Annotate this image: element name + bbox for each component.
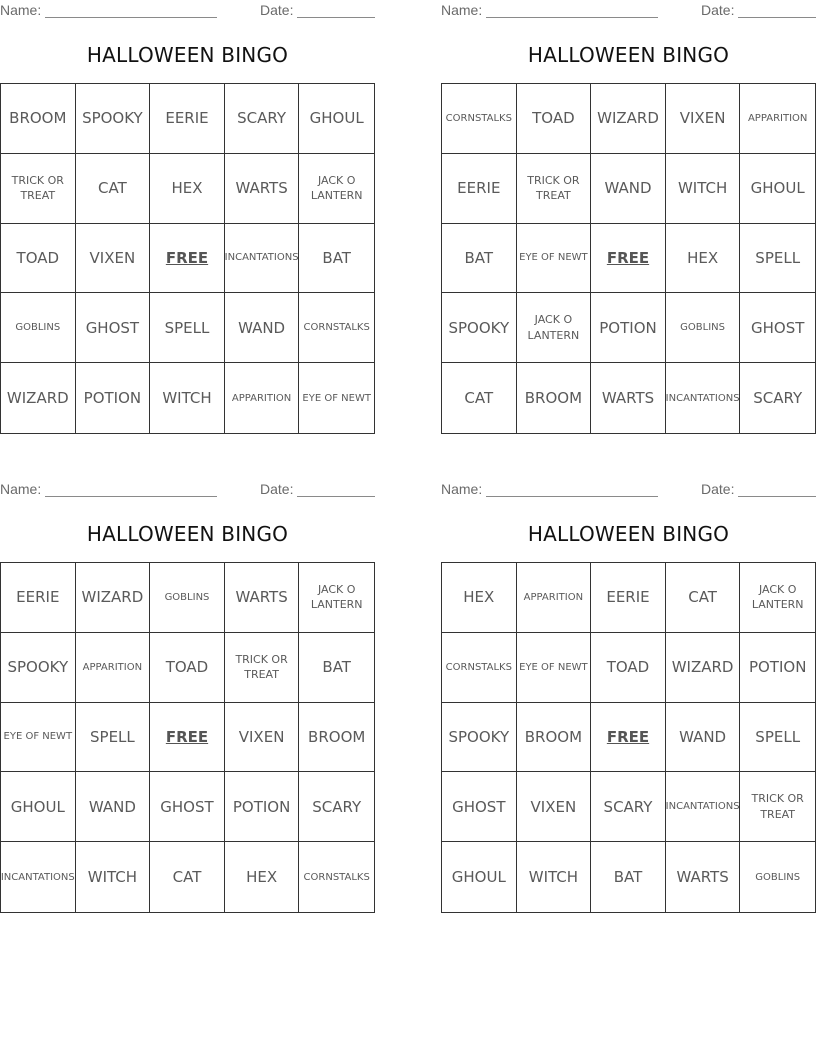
bingo-cell: SCARY <box>591 772 666 842</box>
date-blank-line <box>738 17 816 18</box>
bingo-cell: EERIE <box>591 563 666 633</box>
bingo-cell: INCANTATIONS <box>666 363 741 433</box>
name-date-header <box>441 2 816 20</box>
bingo-cell: CORNSTALKS <box>303 871 370 883</box>
bingo-cell: EYE OF NEWT <box>517 224 592 294</box>
bingo-cell: EERIE <box>150 84 225 154</box>
bingo-grid <box>441 562 816 913</box>
bingo-cell: TRICK OR TREAT <box>225 633 300 703</box>
bingo-cell: WIZARD <box>666 633 741 703</box>
bingo-cell: EYE OF NEWT <box>517 633 592 703</box>
bingo-cell: BROOM <box>517 703 592 773</box>
card-title: HALLOWEEN BINGO <box>527 522 730 546</box>
bingo-cell: BROOM <box>299 703 374 773</box>
bingo-cell: POTION <box>740 633 815 703</box>
bingo-cell: JACK O LANTERN <box>740 563 815 633</box>
bingo-cell: WIZARD <box>76 563 151 633</box>
bingo-cell: APPARITION <box>76 633 151 703</box>
bingo-cell: WAND <box>591 154 666 224</box>
bingo-cell: BAT <box>591 842 666 912</box>
bingo-cell: SPELL <box>150 293 225 363</box>
bingo-cell: TRICK OR TREAT <box>1 154 76 224</box>
bingo-cell: EYE OF NEWT <box>1 703 76 773</box>
bingo-cell: SPOOKY <box>442 703 517 773</box>
bingo-cell: BROOM <box>1 84 76 154</box>
bingo-cell: GHOUL <box>299 84 374 154</box>
bingo-cell: HEX <box>225 842 300 912</box>
bingo-cell: TOAD <box>1 224 76 294</box>
free-space-cell: FREE <box>591 703 666 773</box>
bingo-cell: WITCH <box>666 154 741 224</box>
date-blank-line <box>297 496 375 497</box>
bingo-cell: INCANTATIONS <box>1 842 76 912</box>
bingo-cell: HEX <box>150 154 225 224</box>
bingo-cell: EERIE <box>442 154 517 224</box>
bingo-cell: JACK O LANTERN <box>299 563 374 633</box>
bingo-card <box>441 0 816 440</box>
bingo-cell: SCARY <box>299 772 374 842</box>
bingo-cell: SPOOKY <box>442 293 517 363</box>
name-label: Name: <box>0 2 42 18</box>
card-title: HALLOWEEN BINGO <box>86 522 289 546</box>
bingo-cell: GHOUL <box>442 842 517 912</box>
bingo-cell: GOBLINS <box>666 293 741 363</box>
bingo-cell: TRICK OR TREAT <box>740 772 815 842</box>
bingo-cell: GOBLINS <box>755 871 801 883</box>
bingo-cell: TOAD <box>150 633 225 703</box>
bingo-cell: CORNSTALKS <box>442 633 517 703</box>
name-label: Name: <box>441 481 483 497</box>
name-blank-line <box>486 496 658 497</box>
bingo-card <box>0 479 375 919</box>
free-space-cell: FREE <box>150 224 225 294</box>
bingo-cell: WITCH <box>517 842 592 912</box>
bingo-cell: SPELL <box>76 703 151 773</box>
bingo-cell: VIXEN <box>76 224 151 294</box>
name-date-header <box>0 2 375 20</box>
bingo-cell: JACK O LANTERN <box>517 293 592 363</box>
bingo-card <box>0 0 375 440</box>
date-label: Date: <box>260 2 294 18</box>
bingo-cell: SPELL <box>740 703 815 773</box>
bingo-cell: TRICK OR TREAT <box>517 154 592 224</box>
bingo-cell: WARTS <box>666 842 741 912</box>
bingo-cell: WIZARD <box>1 363 76 433</box>
bingo-grid <box>0 562 375 913</box>
bingo-grid <box>0 83 375 434</box>
bingo-cell: GHOST <box>442 772 517 842</box>
bingo-cell: BAT <box>299 633 374 703</box>
bingo-cell: CORNSTALKS <box>299 293 374 363</box>
date-label: Date: <box>701 481 735 497</box>
bingo-cell: CAT <box>442 363 517 433</box>
card-title: HALLOWEEN BINGO <box>86 43 289 67</box>
bingo-cell: WARTS <box>591 363 666 433</box>
date-blank-line <box>738 496 816 497</box>
bingo-cell: VIXEN <box>225 703 300 773</box>
free-space-cell: FREE <box>150 703 225 773</box>
bingo-cell: SPOOKY <box>76 84 151 154</box>
bingo-cell: CAT <box>666 563 741 633</box>
bingo-cell: TOAD <box>517 84 592 154</box>
bingo-cell: APPARITION <box>225 363 300 433</box>
bingo-cell: WITCH <box>76 842 151 912</box>
date-label: Date: <box>260 481 294 497</box>
bingo-cell: HEX <box>666 224 741 294</box>
bingo-cell: BROOM <box>517 363 592 433</box>
bingo-cell: EERIE <box>1 563 76 633</box>
bingo-cell: WITCH <box>150 363 225 433</box>
free-space-cell: FREE <box>591 224 666 294</box>
name-blank-line <box>486 17 658 18</box>
name-blank-line <box>45 17 217 18</box>
bingo-cell: WIZARD <box>591 84 666 154</box>
bingo-cell: POTION <box>591 293 666 363</box>
name-blank-line <box>45 496 217 497</box>
bingo-cell: INCANTATIONS <box>225 224 300 294</box>
bingo-cell: TOAD <box>591 633 666 703</box>
bingo-cell: APPARITION <box>517 563 592 633</box>
bingo-cell: CAT <box>76 154 151 224</box>
bingo-cell: VIXEN <box>666 84 741 154</box>
bingo-cell: WARTS <box>225 154 300 224</box>
bingo-cell: BAT <box>442 224 517 294</box>
bingo-cell: WARTS <box>225 563 300 633</box>
bingo-cell: SPOOKY <box>1 633 76 703</box>
date-label: Date: <box>701 2 735 18</box>
bingo-cell: SCARY <box>225 84 300 154</box>
bingo-cell: WAND <box>225 293 300 363</box>
bingo-cell: VIXEN <box>517 772 592 842</box>
bingo-cell: INCANTATIONS <box>666 772 741 842</box>
bingo-cell: APPARITION <box>740 84 815 154</box>
bingo-cell: EYE OF NEWT <box>302 392 371 404</box>
bingo-grid <box>441 83 816 434</box>
bingo-cell: GOBLINS <box>150 563 225 633</box>
bingo-cell: GOBLINS <box>1 293 76 363</box>
bingo-cell: GHOST <box>740 293 815 363</box>
card-title: HALLOWEEN BINGO <box>527 43 730 67</box>
bingo-cell: CORNSTALKS <box>442 84 517 154</box>
bingo-cell: POTION <box>76 363 151 433</box>
bingo-cell: WAND <box>666 703 741 773</box>
bingo-cell: JACK O LANTERN <box>299 154 374 224</box>
bingo-cell: CAT <box>150 842 225 912</box>
name-date-header <box>441 481 816 499</box>
bingo-cell: WAND <box>76 772 151 842</box>
name-label: Name: <box>0 481 42 497</box>
bingo-cell: GHOUL <box>1 772 76 842</box>
bingo-cell: GHOST <box>150 772 225 842</box>
bingo-cell: SPELL <box>740 224 815 294</box>
bingo-card <box>441 479 816 919</box>
bingo-cell: HEX <box>442 563 517 633</box>
name-label: Name: <box>441 2 483 18</box>
bingo-cell: GHOUL <box>740 154 815 224</box>
bingo-cell: BAT <box>299 224 374 294</box>
date-blank-line <box>297 17 375 18</box>
bingo-cell: POTION <box>225 772 300 842</box>
name-date-header <box>0 481 375 499</box>
bingo-cell: SCARY <box>753 388 803 407</box>
bingo-cell: GHOST <box>76 293 151 363</box>
